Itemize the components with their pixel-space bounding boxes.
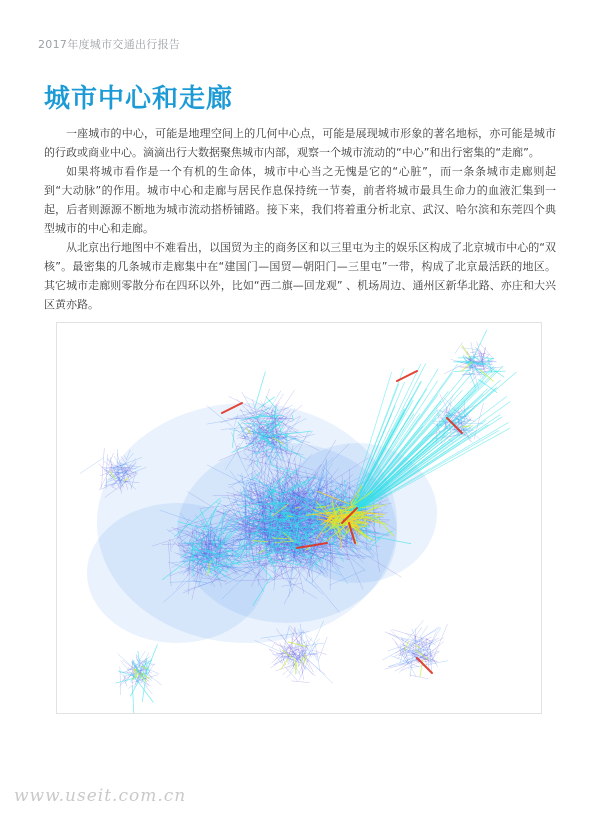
hot-corridor-line: [272, 538, 288, 539]
peak-corridor-line: [417, 658, 432, 673]
flow-line: [313, 655, 314, 657]
corridor-line: [255, 372, 265, 408]
flow-line: [145, 672, 162, 685]
flow-line: [305, 667, 315, 676]
flow-line: [473, 354, 478, 355]
paragraph-1: 一座城市的中心，可能是地理空间上的几何中心点，可能是展现城市形象的著名地标，亦可能是城市的行政或商业中心。滴滴出行大数据聚焦城市内部，观察一个城市流动的“中心”和出行密集的“走廊”。: [44, 127, 556, 159]
article-body: [44, 124, 556, 314]
flow-line: [129, 686, 133, 689]
page-title: 城市中心和走廊: [44, 84, 234, 114]
flow-line: [382, 628, 440, 660]
beijing-travel-heatmap: [56, 322, 542, 714]
flow-line: [318, 637, 327, 662]
hot-corridor-line: [462, 346, 470, 358]
paragraph-3: 从北京出行地图中不难看出，以国贸为主的商务区和以三里屯为主的娱乐区构成了北京城市中心的“双核”。最密集的几条城市走廊集中在“建国门—国贸—朝阳门—三里屯”一带，构成了北京最活跃的地区。其它城市走廊则零散分布在四环以外，比如“西二旗—回龙观” 、机场周边、通州区新华北路、亦庄和大兴区黄亦路。: [44, 241, 556, 311]
flow-line: [292, 681, 310, 683]
watermark: www.useit.com.cn: [14, 786, 187, 806]
flow-map-graphic: [57, 323, 542, 714]
hot-corridor-line: [465, 426, 471, 427]
flow-line: [388, 645, 406, 651]
flow-line: [276, 665, 295, 671]
flow-line: [421, 626, 427, 636]
hot-corridor-line: [295, 659, 296, 669]
flow-line: [120, 667, 121, 695]
flow-line: [474, 403, 483, 439]
flow-line: [429, 642, 431, 673]
report-header: 2017年度城市交通出行报告: [38, 38, 181, 51]
flow-line: [409, 675, 428, 679]
flow-line: [80, 458, 104, 474]
peak-corridor-line: [397, 371, 417, 381]
flow-line: [408, 650, 431, 651]
flow-line: [392, 630, 430, 641]
paragraph-2: 如果将城市看作是一个有机的生命体，城市中心当之无愧是它的“心脏”，而一条条城市走廊则起到“大动脉”的作用。城市中心和走廊与居民作息保持统一节奏，前者将城市最具生命力的血液汇集到一起，后者则源源不断地为城市流动搭桥铺路。接下来，我们将着重分析北京、武汉、哈尔滨和东莞四个典型城市的中心和走廊。: [44, 165, 556, 235]
